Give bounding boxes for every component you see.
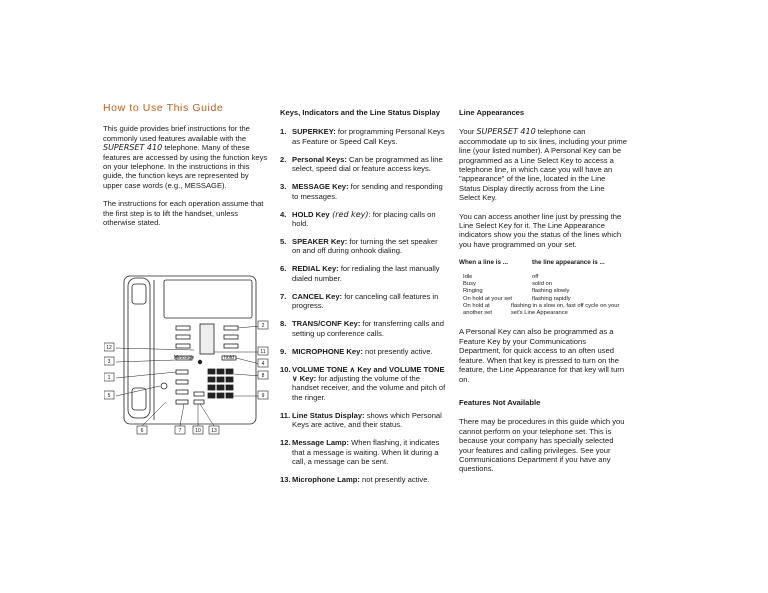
column-keys — [280, 104, 448, 493]
key-item: 2. Personal Keys: Can be programmed as line select, speed dial or feature access keys. — [280, 154, 443, 174]
superset-410-diagram — [104, 270, 274, 440]
keys-heading: Keys, Indicators and the Line Status Display — [280, 108, 440, 117]
lines-paragraph-3: A Personal Key can also be programmed as a Feature Key by your Communications Department, for quick access to an often used feature. When that key is pressed to turn on the feature, the Line Appearance for that key will turn on. — [459, 327, 625, 384]
line-status-row: Ringing flashing slowly — [463, 288, 570, 295]
callout-7: 7 — [178, 428, 182, 434]
key-item: 12. Message Lamp: When flashing, it indicates that a message is waiting. When lit during a call, a message can be sent. — [280, 438, 440, 467]
key-item: 4. HOLD Key (red key): for placing calls on hold. — [280, 209, 436, 229]
model-name: SUPERSET 410 — [476, 127, 536, 137]
line-status-row: Idle off — [463, 273, 539, 280]
key-item: 13. Microphone Lamp: not presently active. — [280, 475, 430, 485]
callout-5: 5 — [107, 393, 111, 399]
message-lamp — [198, 360, 202, 364]
line-status-display — [200, 324, 214, 354]
callout-13: 13 — [211, 428, 217, 434]
line-status-row: Busy solid on — [463, 280, 552, 287]
key-item: 6. REDIAL Key: for redialing the last manually dialed number. — [280, 264, 440, 283]
hold-key-label: hold — [224, 355, 234, 361]
line-status-row: On hold at your set flashing rapidly — [463, 295, 571, 302]
line-status-table-header: When a line is ... the line appearance is ... — [459, 259, 605, 267]
logo-icon — [161, 383, 167, 389]
handset — [128, 278, 150, 418]
callout-10: 10 — [195, 428, 201, 434]
features-not-available-heading: Features Not Available — [459, 397, 541, 407]
guide-title: How to Use This Guide — [103, 102, 224, 114]
speaker-grille — [164, 280, 252, 318]
key-item: 3. MESSAGE Key: for sending and responding to messages. — [280, 182, 443, 201]
key-item: 1. SUPERKEY: for programming Personal Keys as Feature or Speed Call Keys. — [280, 127, 445, 146]
dial-keypad — [208, 369, 233, 398]
guide-paragraph-1: This guide provides brief instructions for the commonly used features available with the SUPERSET 410 telephone. Many of these features are accessed by using the function keys on your telephone. In the instructions in this guide, the function keys are represented by upper case words (e.g., MESSAGE). — [103, 124, 268, 190]
column-guide — [103, 104, 268, 236]
key-item: 5. SPEAKER Key: for turning the set speaker on and off during onhook dialing. — [280, 237, 438, 256]
model-name: SUPERSET 410 — [103, 143, 163, 153]
key-list — [280, 127, 448, 484]
key-item: 10. VOLUME TONE ∧ Key and VOLUME TONE ∨ Key: for adjusting the volume of the handset receiver, and the volume and pitch of the ringer. — [280, 364, 446, 402]
callout-2: 2 — [261, 323, 265, 329]
callout-9: 9 — [261, 393, 265, 399]
features-not-available-text: There may be procedures in this guide which you cannot perform on your telephone set. This is because your company has specially selected your features and calling privileges. See your Communications Department if you have any questions. — [459, 417, 625, 474]
callout-11: 11 — [260, 349, 266, 355]
guide-paragraph-2: The instructions for each operation assume that the first step is to lift the handset, unless otherwise stated. — [103, 199, 264, 228]
key-item: 8. TRANS/CONF Key: for transferring calls and setting up conference calls. — [280, 319, 444, 338]
lines-paragraph-2: You can access another line just by pressing the Line Select Key for it. The Line Appearance indicators show you the status of the lines which you have programmed on your set. — [459, 211, 622, 249]
key-item: 11. Line Status Display: shows which Personal Keys are active, and their status. — [280, 410, 442, 430]
lines-paragraph-1: Your SUPERSET 410 telephone can accommodate up to six lines, including your prime line (your listed number). A Personal Key can be programmed as a Line Select Key to access a telephone line, in which case you will have an "appearance" of the line, located in the Line Status Display directly across from the Line Select Key. — [459, 127, 627, 203]
message-key-label: Message — [173, 355, 195, 361]
line-status-table — [459, 274, 627, 318]
column-line-appearances — [459, 104, 627, 483]
phone-illustration — [104, 270, 274, 440]
key-item: 7. CANCEL Key: for canceling call features in progress. — [280, 291, 439, 311]
callout-4: 4 — [261, 361, 265, 367]
callout-6: 6 — [140, 428, 144, 434]
lines-heading: Line Appearances — [459, 108, 525, 117]
callout-1: 1 — [107, 375, 111, 381]
line-status-row: On hold at another set flashing in a slow on, fast off cycle on your set's Line Appearance — [463, 302, 620, 317]
callout-3: 3 — [107, 359, 111, 365]
key-item: 9. MICROPHONE Key: not presently active. — [280, 346, 433, 356]
callout-8: 8 — [261, 373, 265, 379]
callout-12: 12 — [106, 345, 112, 351]
